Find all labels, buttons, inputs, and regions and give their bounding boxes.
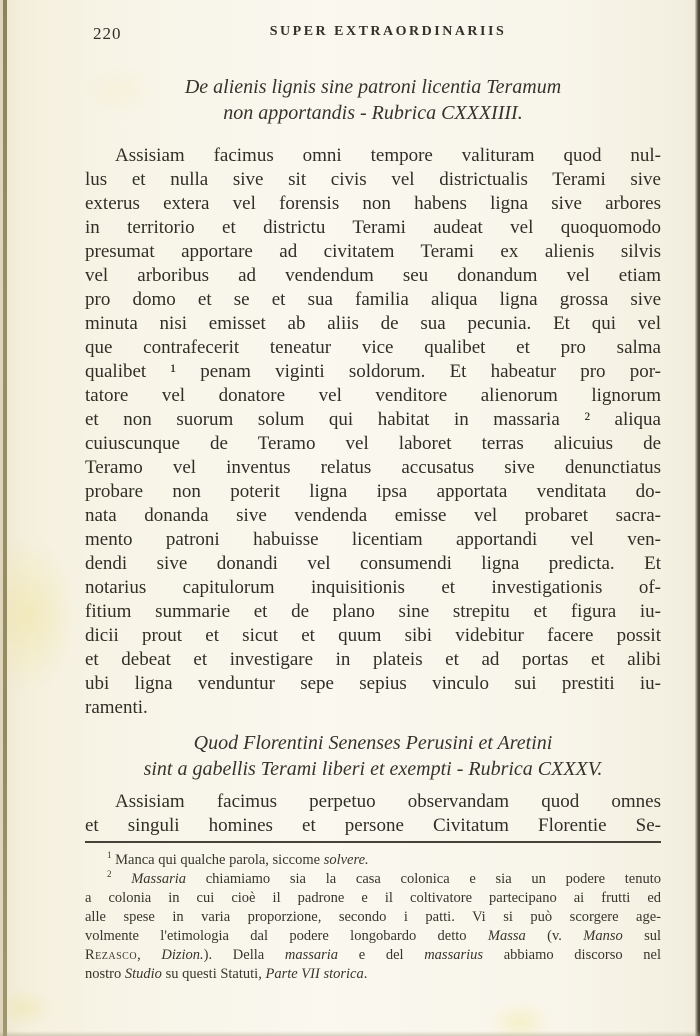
scan-right-edge-shadow xyxy=(695,0,700,1036)
footnote-1 xyxy=(85,851,661,870)
rubric-heading-135 xyxy=(85,730,661,782)
text-line: et singuli homines et persone Civitatum Florentie Se- xyxy=(85,815,661,836)
text-line: lus et nulla sive sit civis vel districtualis Terami sive xyxy=(85,169,661,190)
text-line: in territorio et districtu Terami audeat vel quoquomodo xyxy=(85,217,661,238)
text-line: cuiuscunque de Teramo vel laboret terras alicuius de xyxy=(85,433,661,454)
text-line: nata donanda sive vendenda emisse vel probaret sacra- xyxy=(85,505,661,526)
text-line: pro domo et se et sua familia aliqua ligna grossa sive xyxy=(85,289,661,310)
text-line: et non suorum solum qui habitat in massaria ² aliqua xyxy=(85,409,661,430)
text-line: exterus extera vel forensis non habens ligna sive arbores xyxy=(85,193,661,214)
text-line: nostro Studio su questi Statuti, Parte VII storica. xyxy=(85,966,368,982)
text-line: probare non poterit ligna ipsa apportata venditata do- xyxy=(85,481,661,502)
text-line: mento patroni habuisse licentiam apportandi vel ven- xyxy=(85,529,661,550)
scan-left-edge-line xyxy=(3,0,7,1036)
text-line: Teramo vel inventus relatus accusatus sive denunctiatus xyxy=(85,457,661,478)
text-column xyxy=(85,24,661,984)
text-line: a colonia in cui cioè il padrone e il coltivatore partecipano ai frutti ed xyxy=(85,890,661,906)
text-line: Rezasco, Dizion.). Della massaria e del massarius abbiamo discorso nel xyxy=(85,947,661,963)
rubric-134-line-1: De alienis lignis sine patroni licentia Teramum xyxy=(184,76,562,98)
text-line: $^1$ Manca qui qualche parola, siccome solvere. xyxy=(107,850,369,868)
text-line: presumat apportare ad civitatem Terami ex alienis silvis xyxy=(85,241,661,262)
text-line: ramenti. xyxy=(85,697,148,718)
text-line: fitium summarie et de plano sine strepitu et figura iu- xyxy=(85,601,661,622)
text-line: que contrafecerit teneatur vice qualibet et pro salma xyxy=(85,337,661,358)
page-header xyxy=(85,24,661,46)
rubric-135-line-2: sint a gabellis Terami liberi et exempti - Rubrica CXXXV. xyxy=(143,758,603,780)
text-line: vel arboribus ad vendendum seu donandum vel etiam xyxy=(85,265,661,286)
text-line: et debeat et investigare in plateis et ad portas et alibi xyxy=(85,649,661,670)
scan-bottom-edge-shadow xyxy=(0,1031,700,1036)
text-line: Assisiam facimus omni tempore valituram quod nul- xyxy=(115,145,661,166)
text-line: alle spese in varia proporzione, secondo i patti. Vi si può scorgere age- xyxy=(85,909,661,925)
page-number: 220 xyxy=(93,24,122,43)
footnote-2 xyxy=(85,870,661,984)
rubric-heading-134 xyxy=(85,74,661,126)
text-line: ubi ligna venduntur sepe sepius vinculo sui prestiti iu- xyxy=(85,673,661,694)
text-line: qualibet ¹ penam viginti soldorum. Et habeatur pro por- xyxy=(85,361,661,382)
text-line: dicii prout et sicut et quum sibi videbitur facere possit xyxy=(85,625,661,646)
paragraph-rubric-135 xyxy=(85,790,661,838)
rubric-135-line-1: Quod Florentini Senenses Perusini et Aretini xyxy=(193,732,553,754)
text-line: minuta nisi emisset ab aliis de sua pecunia. Et qui vel xyxy=(85,313,661,334)
text-line: volmente l'etimologia dal podere longobardo detto Massa (v. Manso sul xyxy=(85,928,662,944)
text-line: $^2$ Massaria chiamiamo sia la casa colonica e sia un podere tenuto xyxy=(107,869,661,887)
footnote-separator-rule xyxy=(85,841,661,843)
rubric-134-line-2: non apportandis - Rubrica CXXXIIII. xyxy=(223,102,523,124)
running-header-title: SUPER EXTRAORDINARIIS xyxy=(269,24,507,39)
paragraph-rubric-134 xyxy=(85,144,661,720)
text-line: tatore vel donatore vel venditore alienorum lignorum xyxy=(85,385,661,406)
text-line: notarius capitulorum inquisitionis et investigationis of- xyxy=(85,577,661,598)
footnotes-block xyxy=(85,851,661,984)
text-line: Assisiam facimus perpetuo observandam quod omnes xyxy=(115,791,661,812)
text-line: dendi sive donandi vel consumendi ligna predicta. Et xyxy=(85,553,661,574)
